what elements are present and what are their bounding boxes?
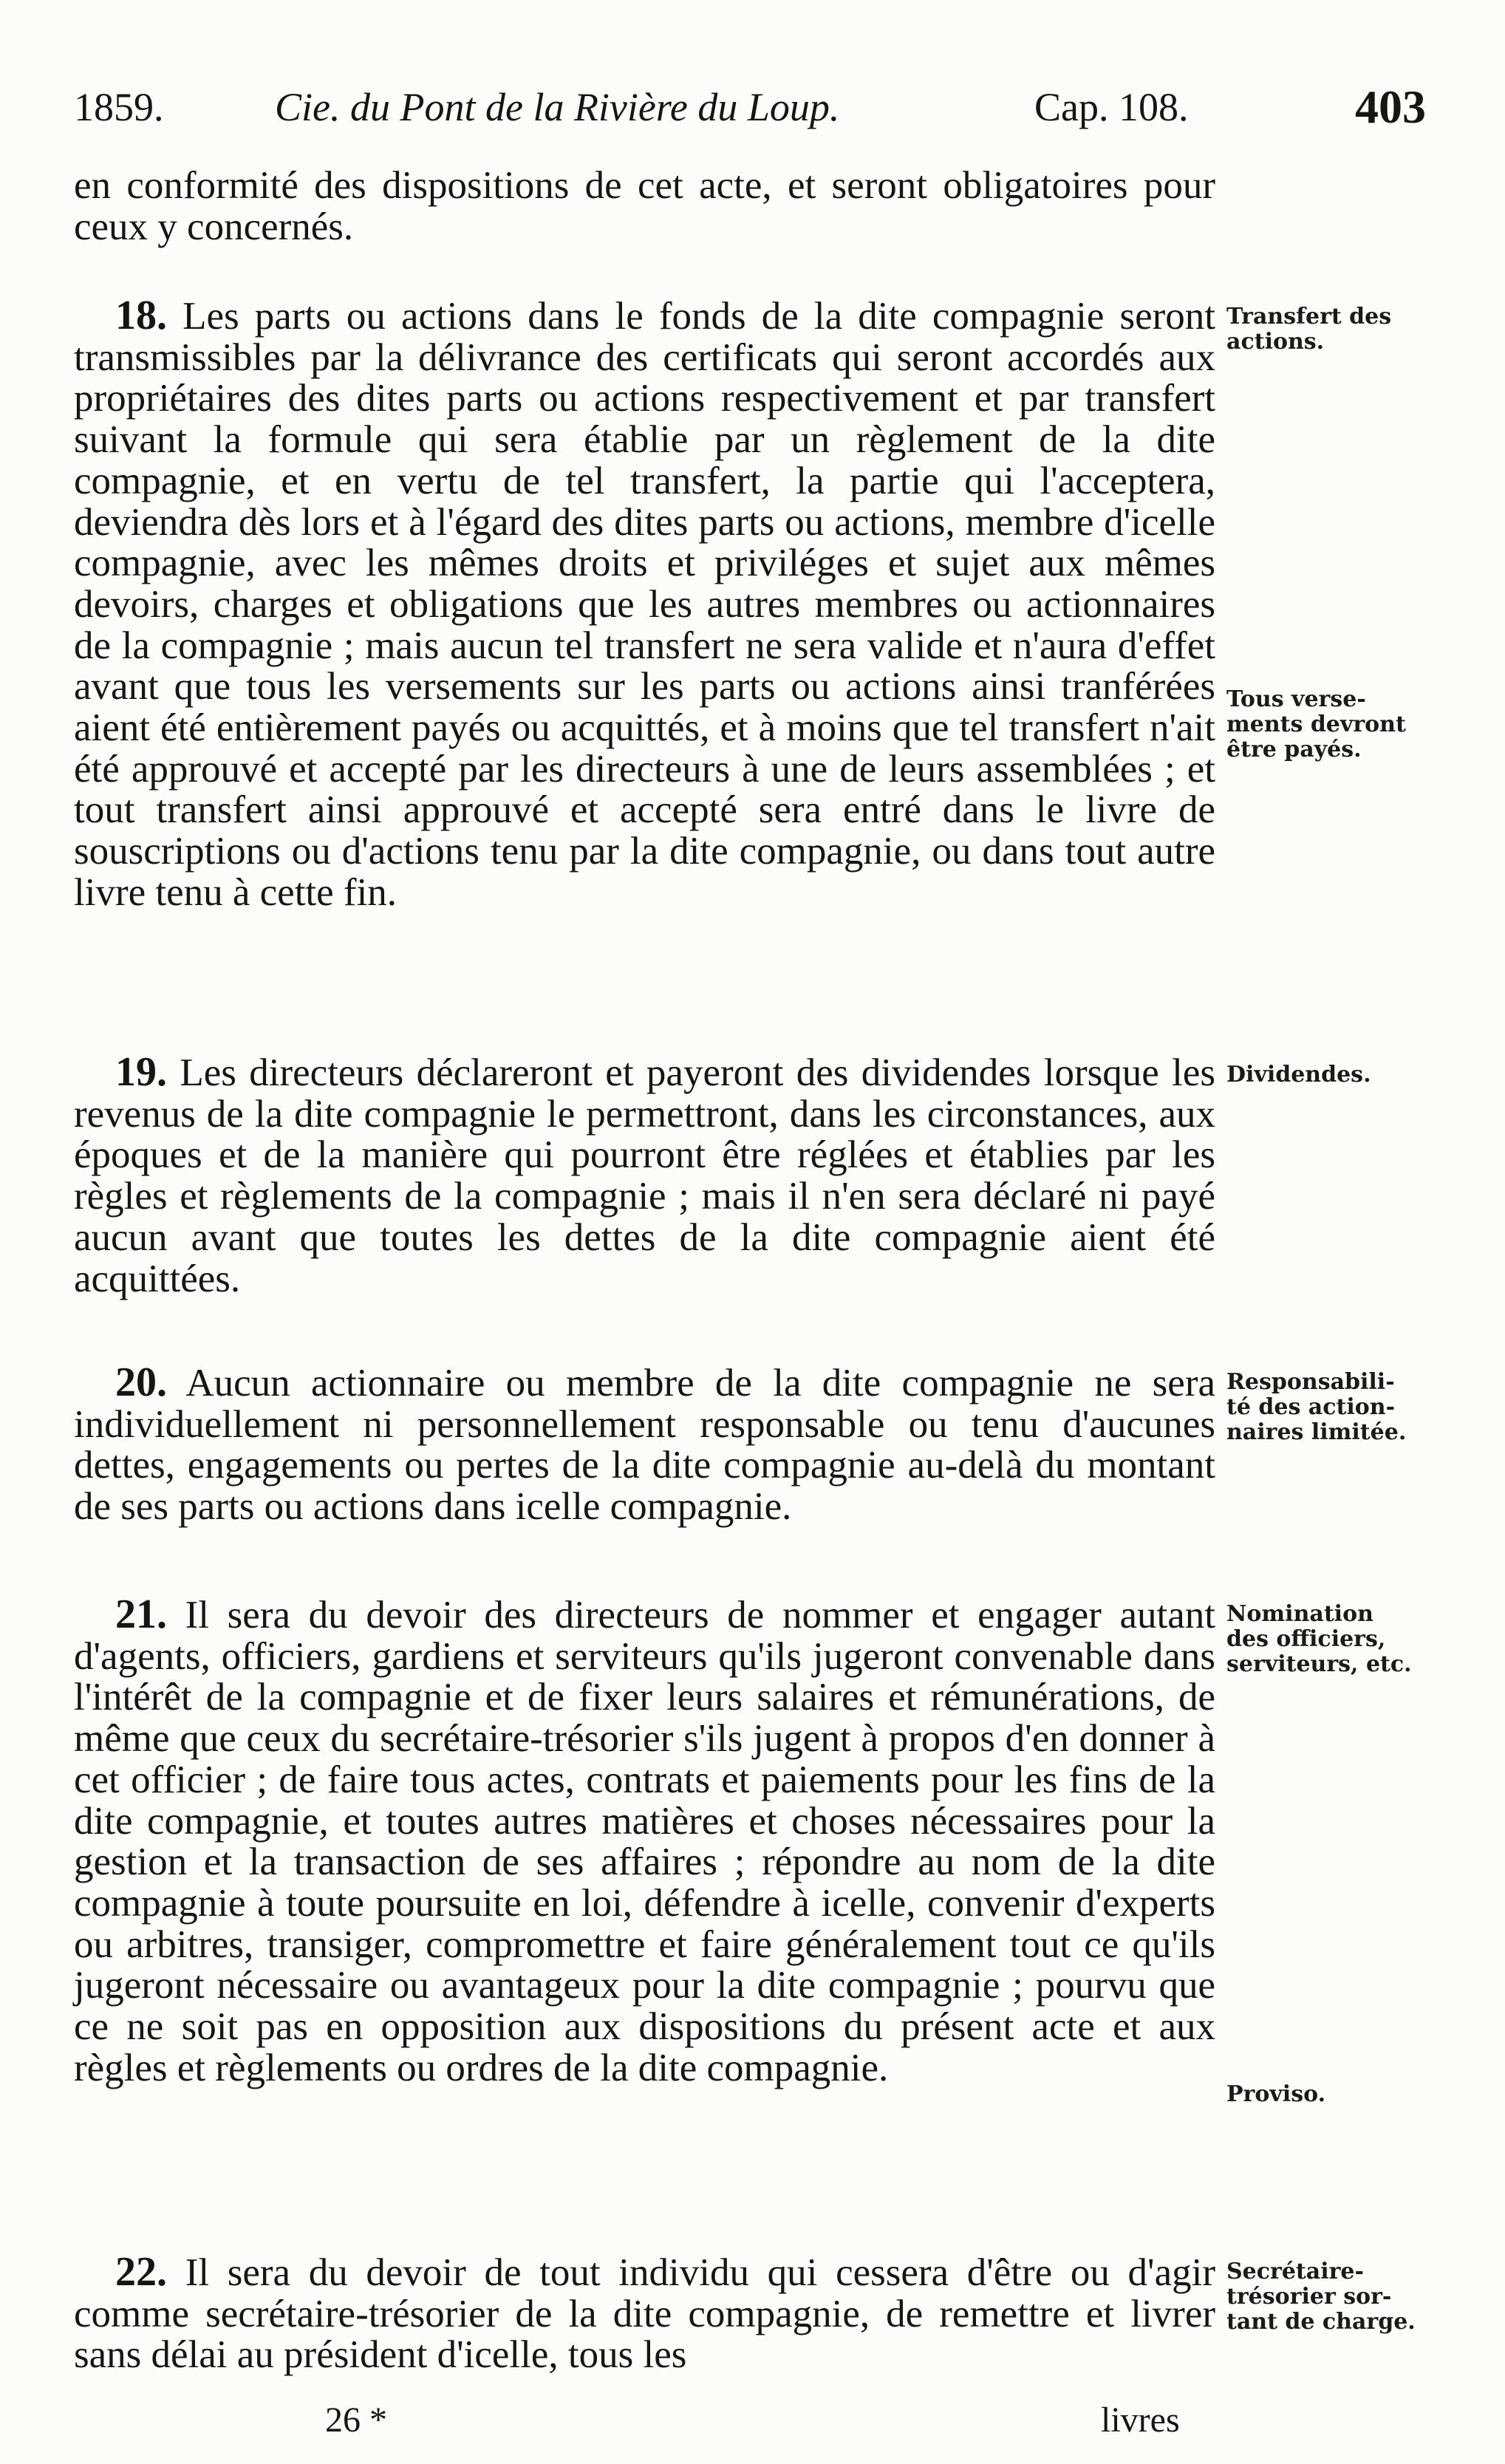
header-chapter: Cap. 108. [1034,85,1189,129]
section-18 [74,293,1216,914]
section-20 [74,1359,1216,1529]
page-number: 403 [1355,81,1426,133]
section-number: 18. [115,293,167,338]
margin-note-secretaire: Secrétaire- trésorier sor- tant de charge. [1226,2259,1416,2335]
section-22 [74,2249,1216,2377]
header-year: 1859. [74,85,164,129]
section-number: 19. [115,1049,167,1095]
section-number: 21. [115,1591,167,1637]
catchword: livres [1101,2400,1180,2440]
section-text: Aucun actionnaire ou membre de la dite compagnie ne sera individuellement ni personnellement responsable ou tenu d'aucunes dettes, engagements ou pertes de la dite compagnie au-delà du montant de ses parts ou actions dans icelle compagnie. [74,1362,1216,1529]
section-21 [74,1591,1215,2089]
section-number: 22. [115,2249,167,2295]
paragraph-text: en conformité des dispositions de cet acte, et seront obligatoires pour ceux y concernés. [74,164,1215,248]
header-running-title: Cie. du Pont de la Rivière du Loup. [275,85,840,129]
section-text: Il sera du devoir de tout individu qui cessera d'être ou d'agir comme secrétaire-trésorier de la dite compagnie, de remettre et livrer sans délai au président d'icelle, tous les [74,2251,1216,2377]
section-text: Les directeurs déclareront et payeront des dividendes lorsque les revenus de la dite compagnie le permettront, dans les circonstances, aux époques et de la manière qui pourront être réglées et établies par les règles et règlements de la compagnie ; mais il n'en sera déclaré ni payé aucun avant que toutes les dettes de la dite compagnie aient été acquittées. [74,1051,1215,1300]
margin-note-responsabilite: Responsabili- té des action- naires limitée. [1226,1369,1407,1445]
section-text: Il sera du devoir des directeurs de nommer et engager autant d'agents, officiers, gardiens et serviteurs qu'ils jugeront convenable dans l'intérêt de la compagnie et de fixer leurs salaires et rémunérations, de même que ceux du secrétaire-trésorier s'ils jugent à propos d'en donner à cet officier ; de faire tous actes, contrats et paiements pour les fins de la dite compagnie, et toutes autres matières et choses nécessaires pour la gestion et la transaction de ses affaires ; répondre au nom de la dite compagnie à toute poursuite en loi, défendre à icelle, convenir d'experts ou arbitres, transiger, compromettre et faire généralement tout ce qu'ils jugeront nécessaire ou avantageux pour la dite compagnie ; pourvu que ce ne soit pas en opposition aux dispositions du présent acte et aux règles et règlements ou ordres de la dite compagnie. [74,1594,1215,2089]
margin-note-transfert: Transfert des actions. [1226,304,1392,355]
signature-mark: 26 * [325,2400,387,2440]
section-text: Les parts ou actions dans le fonds de la dite compagnie seront transmissibles par la délivrance des certificats qui seront accordés aux propriétaires des dites parts ou actions respectivement et par transfert suivant la formule qui sera établie par un règlement de la dite compagnie, et en vertu de tel transfert, la partie qui l'acceptera, deviendra dès lors et à l'égard des dites parts ou actions, membre d'icelle compagnie, avec les mêmes droits et priviléges et sujet aux mêmes devoirs, charges et obligations que les autres membres ou actionnaires de la compagnie ; mais aucun tel transfert ne sera valide et n'aura d'effet avant que tous les versements sur les parts ou actions ainsi tranférées aient été entièrement payés ou acquittés, et à moins que tel transfert n'ait été approuvé et accepté par les directeurs à une de leurs assemblées ; et tout transfert ainsi approuvé et accepté sera entré dans le livre de souscriptions ou d'actions tenu par la dite compagnie, ou dans tout autre livre tenu à cette fin. [74,295,1216,914]
running-header [74,74,1426,140]
margin-note-nomination: Nomination des officiers, serviteurs, etc. [1226,1601,1412,1677]
section-number: 20. [115,1359,167,1405]
margin-note-dividendes: Dividendes. [1226,1062,1371,1088]
margin-note-proviso: Proviso. [1226,2081,1326,2107]
section-19 [74,1049,1215,1300]
paragraph-continuation [74,165,1215,248]
margin-note-versements: Tous verse- ments devront être payés. [1226,686,1406,762]
